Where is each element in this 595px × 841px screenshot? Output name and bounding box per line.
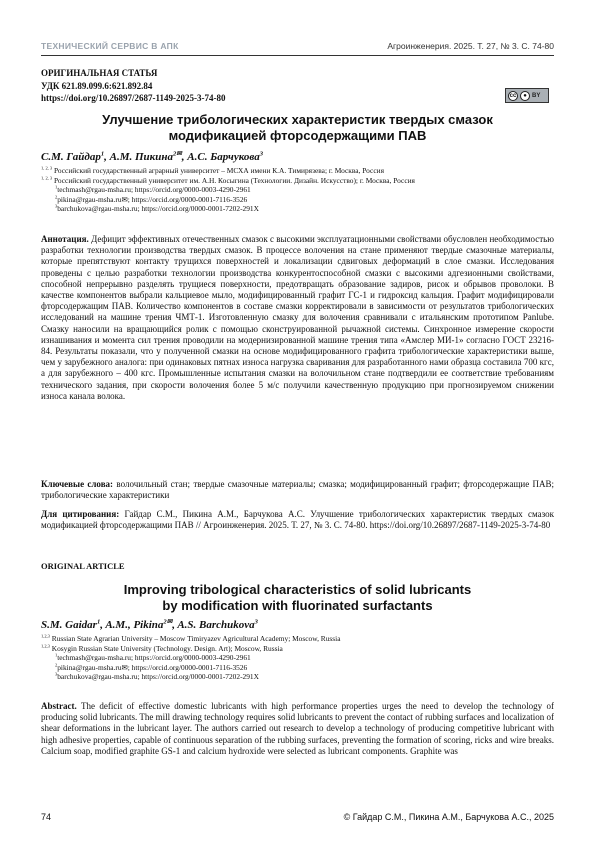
journal-series: ТЕХНИЧЕСКИЙ СЕРВИС В АПК [41, 41, 179, 51]
article-meta [41, 67, 226, 105]
person-icon: ● [520, 91, 530, 101]
journal-citation-line: Агроинженерия. 2025. Т. 27, № 3. С. 74-80 [387, 41, 554, 51]
en-contact-1: $^1$techmash@rgau-msha.ru; https://orcid.org/0000-0003-4290-2961 [55, 652, 251, 663]
en-author-1: S.M. Gaidar [41, 619, 97, 631]
ru-affiliations [41, 166, 554, 214]
ru-contact-3: $^3$barchukova@rgau-msha.ru; https://orcid.org/0000-0001-7202-291X [55, 203, 259, 214]
page-number: 74 [41, 812, 52, 822]
ru-abstract-text: Дефицит эффективных отечественных смазок с высокими эксплуатационными свойствами обусловлен необходимостью разработки технологии производства твердых смазок. В процессе волочения на стане применяют твердые смазочные материалы, которые препятствуют контакту трущихся поверхностей и локализации сдвиговых деформаций в слое смазки. Исследования проведены с целью разработки технологии производства конкурентоспособной смазки с высокими адгезионными свойствами, способной непрерывно разделять трущиеся поверхности, предотвращать образование задиров, рисок и обрывов проволоки. В качестве компонентов выбрали кальциевое мыло, модифицированный графит ГС-1 и гидроксид кальция. Графит модифицировали фторсодержащим ПАВ. Количество компонентов в составе смазки корректировали в зависимости от результатов трибологических исследований на машине трения ЧМТ-1. Изготовленную смазку для волочения сравнивали с итальянским прототипом Panlube. Смазку наносили на вращающийся ролик с помощью сконструированной рычажной системы. Синхронное измерение скорости изнашивания и момента сил трения проводили на модернизированной машине трения типа «Амслер МИ-1» согласно ГОСТ 23216-84. Результаты показали, что у полученной смазки на основе модифицированного графита трибологические характеристики выше, чем у зарубежного аналога: при одинаковых пятнах износа нагрузка сваривания для разработанного нами образца составила 700 кгс, а для зарубежного – 400 кгс. Промышленные испытания смазки на волочильном стане подтвердили ее соответствие требованиям технического задания, при скорости волочения более 5 м/с получили качественную продукцию при прогнозируемом снижении износа канала волока. [41, 234, 555, 401]
en-abstract-text: The deficit of effective domestic lubricants with high performance properties urges the need to develop the technology of producing solid lubricants. The mill drawing technology requires solid lubricants to prevent the contact of rubbing surfaces and localization of shear deformations in the lubricant layer. The authors carried out research to develop a technology of producing competitive lubricant with high adhesive properties, capable of continuous separation of the rubbing surfaces, preventing the formation of scoring, ricks and wire breaks. Calcium soap, modified graphite GS-1 and calcium hydroxide were selected as lubricant components. Graphite was [41, 701, 554, 756]
udc-code: УДК 621.89.099.6:621.892.84 [41, 80, 153, 91]
en-contact-3: $^3$barchukova@rgau-msha.ru; https://orcid.org/0000-0001-7202-291X [55, 671, 259, 682]
en-affiliation-1: $^{1,2,3}$ Russian State Agrarian University – Moscow Timiryazev Agricultural Academy; Moscow, Russia [41, 633, 341, 643]
ru-keywords-label: Ключевые слова: [41, 479, 114, 489]
copyright-notice: © Гайдар С.М., Пикина А.М., Барчукова А.С., 2025 [343, 812, 554, 822]
en-article-title [41, 582, 554, 614]
en-authors: S.M. Gaidar$^1$, A.M., Pikina$^{2✉}$, A.S. Barchukova$^3$ [41, 618, 258, 631]
en-article-type: ORIGINAL ARTICLE [41, 561, 125, 571]
ru-contact-1: $^1$techmash@rgau-msha.ru; https://orcid.org/0000-0003-4290-2961 [55, 184, 251, 195]
ru-abstract-label: Аннотация. [41, 234, 89, 244]
ru-abstract [41, 234, 554, 402]
cc-by-icon[interactable] [505, 88, 549, 103]
ru-affiliation-1: $^{1, 2, 3}$ Российский государственный аграрный университет – МСХА имени К.А. Тимирязева; г. Москва, Россия [41, 165, 384, 175]
article-type: ОРИГИНАЛЬНАЯ СТАТЬЯ [41, 68, 158, 78]
ru-keywords-text: волочильный стан; твердые смазочные материалы; смазка; модифицированный графит; фторсодержащие ПАВ; трибологические характеристики [41, 479, 555, 501]
running-header [41, 38, 554, 54]
doi-link[interactable]: https://doi.org/10.26897/2687-1149-2025-3-74-80 [41, 93, 226, 103]
ru-citation-label: Для цитирования: [41, 509, 120, 519]
header-divider [41, 55, 554, 56]
ru-author-3: А.С. Барчукова [187, 151, 260, 163]
en-title-line-1: Improving tribological characteristics of solid lubricants [123, 582, 472, 597]
ru-affiliation-2: $^{1, 2, 3}$ Российский государственный университет им. А.Н. Косыгина (Технологии. Дизайн. Искусство); г. Москва, Россия [41, 175, 415, 185]
ru-author-2: А.М. Пикина [109, 151, 173, 163]
ru-keywords [41, 479, 554, 501]
en-contact-2: $^2$pikina@rgau-msha.ru✉; https://orcid.org/0000-0001-7116-3526 [55, 662, 248, 672]
en-author-2: A.M., Pikina [105, 619, 164, 631]
ru-title-line-1: Улучшение трибологических характеристик твердых смазок [102, 112, 493, 127]
cc-mark: cc [509, 92, 517, 99]
en-abstract [41, 701, 554, 757]
en-author-3: A.S. Barchukova [177, 619, 255, 631]
en-affiliations [41, 634, 554, 682]
en-abstract-label: Abstract. [41, 701, 77, 711]
ru-author-1: С.М. Гайдар [41, 151, 101, 163]
en-title-line-2: by modification with fluorinated surfactants [162, 598, 433, 613]
ru-authors: С.М. Гайдар$^1$, А.М. Пикина$^{2✉}$, А.С. Барчукова$^3$ [41, 150, 263, 163]
ru-article-title [41, 112, 554, 144]
ru-citation [41, 509, 554, 531]
ru-contact-2: $^2$pikina@rgau-msha.ru✉; https://orcid.org/0000-0001-7116-3526 [55, 194, 248, 204]
ru-title-line-2: модификацией фторсодержащими ПАВ [168, 128, 427, 143]
by-label: BY [532, 92, 541, 99]
ru-citation-text: Гайдар С.М., Пикина А.М., Барчукова А.С. Улучшение трибологических характеристик твердых смазок модификацией фторсодержащими ПАВ // Агроинженерия. 2025. Т. 27, № 3. С. 74-80. https://doi.org/10.26897/2687-1149-2025-3-74-80 [41, 509, 555, 531]
en-affiliation-2: $^{1,2,3}$ Kosygin Russian State University (Technology. Design. Art); Moscow, Russia [41, 643, 283, 653]
